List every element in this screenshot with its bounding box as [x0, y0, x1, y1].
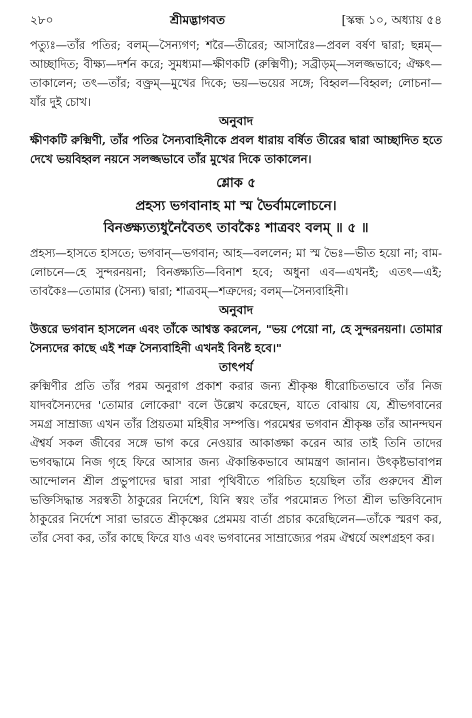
purport-text: রুক্মিণীর প্রতি তাঁর পরম অনুরাগ প্রকাশ করার জন্য শ্রীকৃষ্ণ ধীরোচিতভাবে তাঁর নিজ যাদবসৈন্যদের 'তোমার লোকেরা' বলে উল্লেখ করেছেন, যাতে বোঝায় যে, শ্রীভগবানের সমগ্র সাম্রাজ্য এখন তাঁর প্রিয়তমা মহিষীর সম্পত্তি। পরমেশ্বর ভগবান শ্রীকৃষ্ণ তাঁর আনন্দঘন ঐশ্বর্য সকল জীবের সঙ্গে ভাগ করে নেওয়ার আকাঙ্ক্ষা করেন আর তাই তিনি তাদের ভগবদ্ধামে নিজ গৃহে ফিরে আসার জন্য ঐকান্তিকভাবে আমন্ত্রণ জানান। উৎকৃষ্টভাবাপন্ন আন্দোলন শ্রীল প্রভুপাদের দ্বারা সারা পৃথিবীতে পরিচিত হয়েছিল তাঁর গুরুদেব শ্রীল ভক্তিসিদ্ধান্ত সরস্বতী ঠাকুরের নির্দেশে, যিনি স্বয়ং তাঁর পরমোন্নত পিতা শ্রীল ভক্তিবিনোদ ঠাকুরের নির্দেশে সারা ভারতে শ্রীকৃষ্ণের প্রেমময় বার্তা প্রচার করেছিলেন—তাঁকে স্মরণ কর, তাঁর সেবা কর, তাঁর কাছে ফিরে যাও এবং ভগবানের সাম্রাজ্যের পরম ঐশ্বর্যে অংশগ্রহণ কর। — [30, 379, 442, 545]
translation-1: ক্ষীণকটি রুক্মিণী, তাঁর পতির সৈন্যবাহিনীকে প্রবল ধারায় বর্ষিত তীরের দ্বারা আচ্ছাদিত হতে দেখে ভয়বিহ্বল নয়নে সলজ্জভাবে তাঁর মুখের দিকে তাকালেন। — [30, 133, 442, 166]
page-header — [30, 12, 442, 36]
synonyms-top: পত্যুঃ—তাঁর পতির; বলম্—সৈন্যগণ; শরৈ—তীরের; আসারৈঃ—প্রবল বর্ষণ দ্বারা; ছন্নম্—আচ্ছাদিত; বীক্ষ্য—দর্শন করে; সুমধ্যমা—ক্ষীণকটি (রুক্মিণী); সব্রীড়ম্—সলজ্জভাবে; ঐক্ষৎ—তাকালেন; তৎ—তাঁর; বক্ত্রম্—মুখের দিকে; ভয়—ভয়ের সঙ্গে; বিহ্বল—বিহ্বল; লোচনা—যাঁর দুই চোখ। — [30, 38, 442, 109]
translation-2: উত্তরে ভগবান হাসলেন এবং তাঁকে আশ্বস্ত করলেন, "ভয় পেয়ো না, হে সুন্দরনয়না। তোমার সৈন্যদের কাছে এই শত্রু সৈন্যবাহিনী এখনই বিনষ্ট হবে।" — [30, 322, 442, 355]
verse-line-2: বিনঙ্ক্ষ্যত্যধুনৈবৈতৎ তাবকৈঃ শাত্রবং বলম্ ॥ ৫ ॥ — [103, 220, 369, 236]
verse-title: শ্লোক ৫ — [216, 176, 256, 191]
purport-heading: তাৎপর্য — [219, 360, 253, 374]
translation-heading-1: অনুবাদ — [218, 114, 254, 128]
verse — [30, 195, 442, 239]
section-label: [স্কন্ধ ১০, অধ্যায় ৫৪ — [341, 13, 442, 27]
synonyms-verse: প্রহস্য—হাসতে হাসতে; ভগবান্—ভগবান; আহ—বললেন; মা স্ম ভৈঃ—ভীত হয়ো না; বাম-লোচনে—হে সুন্দরনয়না; বিনঙ্ক্ষ্যতি—বিনাশ হবে; অধুনা এব—এখনই; এতৎ—এই; তাবকৈঃ—তোমার (সৈন্য) দ্বারা; শাত্রবম্—শত্রুদের; বলম্—সৈন্যবাহিনী। — [30, 246, 442, 298]
book-title: শ্রীমদ্ভাগবত — [169, 13, 225, 27]
verse-line-1: প্রহস্য ভগবানাহ মা স্ম ভৈর্বামলোচনে। — [135, 198, 337, 214]
page-number: ২৮০ — [30, 13, 54, 27]
translation-heading-2: অনুবাদ — [218, 303, 254, 317]
